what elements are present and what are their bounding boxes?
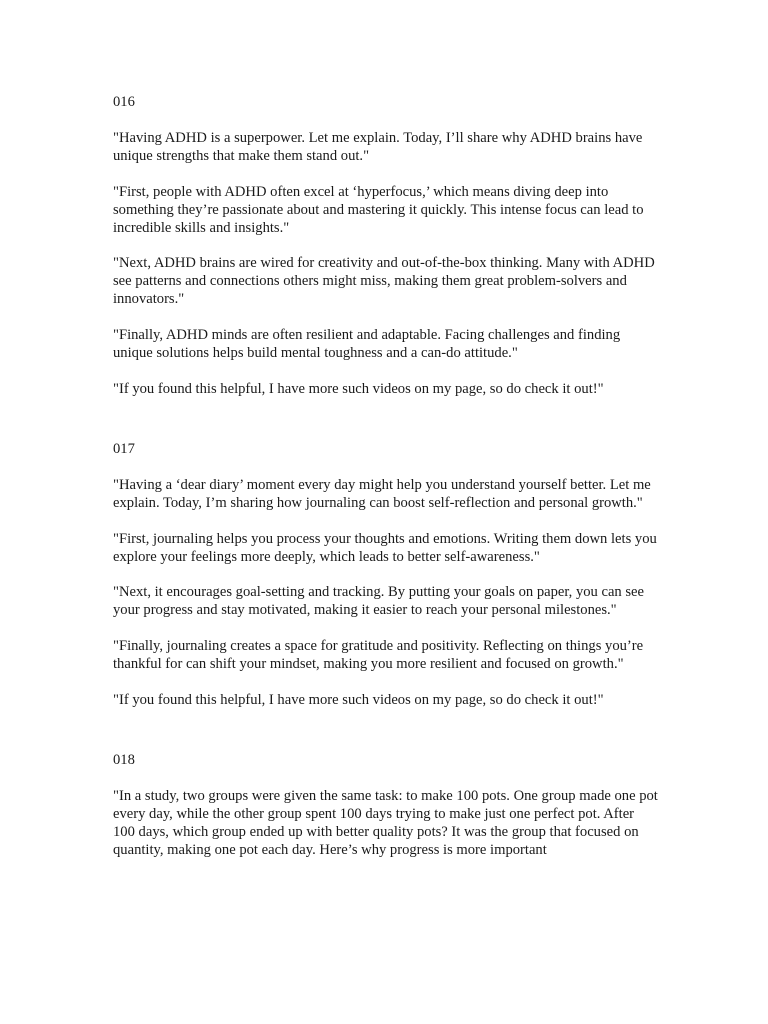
paragraph: "First, people with ADHD often excel at ‘hyperfocus,’ which means diving deep into something they’re passionate about and mastering it quickly. This intense focus can lead to incredible skills and insights." — [113, 183, 644, 236]
section-number: 016 — [113, 94, 135, 110]
paragraph: "Next, it encourages goal-setting and tracking. By putting your goals on paper, you can see your progress and stay motivated, making it easier to reach your personal milestones." — [113, 584, 645, 619]
section-number: 017 — [113, 440, 135, 457]
paragraph: "Having ADHD is a superpower. Let me explain. Today, I’ll share why ADHD brains have unique strengths that make them stand out." — [113, 129, 643, 164]
script-section-017 — [113, 441, 658, 710]
paragraph: "Next, ADHD brains are wired for creativity and out-of-the-box thinking. Many with ADHD see patterns and connections others might miss, making them great problem-solvers and innovators." — [113, 255, 655, 308]
paragraph: "First, journaling helps you process your thoughts and emotions. Writing them down lets you explore your feelings more deeply, which leads to better self-awareness." — [113, 530, 657, 565]
paragraph: "Finally, journaling creates a space for gratitude and positivity. Reflecting on things you’re thankful for can shift your mindset, making you more resilient and focused on growth." — [113, 638, 644, 673]
script-section-016 — [113, 94, 658, 399]
script-section-018 — [113, 752, 658, 860]
paragraph: "Having a ‘dear diary’ moment every day might help you understand yourself better. Let me explain. Today, I’m sharing how journaling can boost self-reflection and personal growth." — [113, 476, 651, 511]
paragraph: "If you found this helpful, I have more such videos on my page, so do check it out!" — [113, 380, 604, 397]
paragraph: "Finally, ADHD minds are often resilient and adaptable. Facing challenges and finding unique solutions helps build mental toughness and a can-do attitude." — [113, 327, 621, 362]
paragraph: "If you found this helpful, I have more such videos on my page, so do check it out!" — [113, 692, 604, 709]
document-page — [113, 94, 658, 877]
paragraph: "In a study, two groups were given the same task: to make 100 pots. One group made one pot every day, while the other group spent 100 days trying to make just one perfect pot. After 100 days, which group ended up with better quality pots? It was the group that focused on quantity, making one pot each day. Here’s why progress is more important — [113, 787, 658, 858]
section-number: 018 — [113, 751, 135, 768]
